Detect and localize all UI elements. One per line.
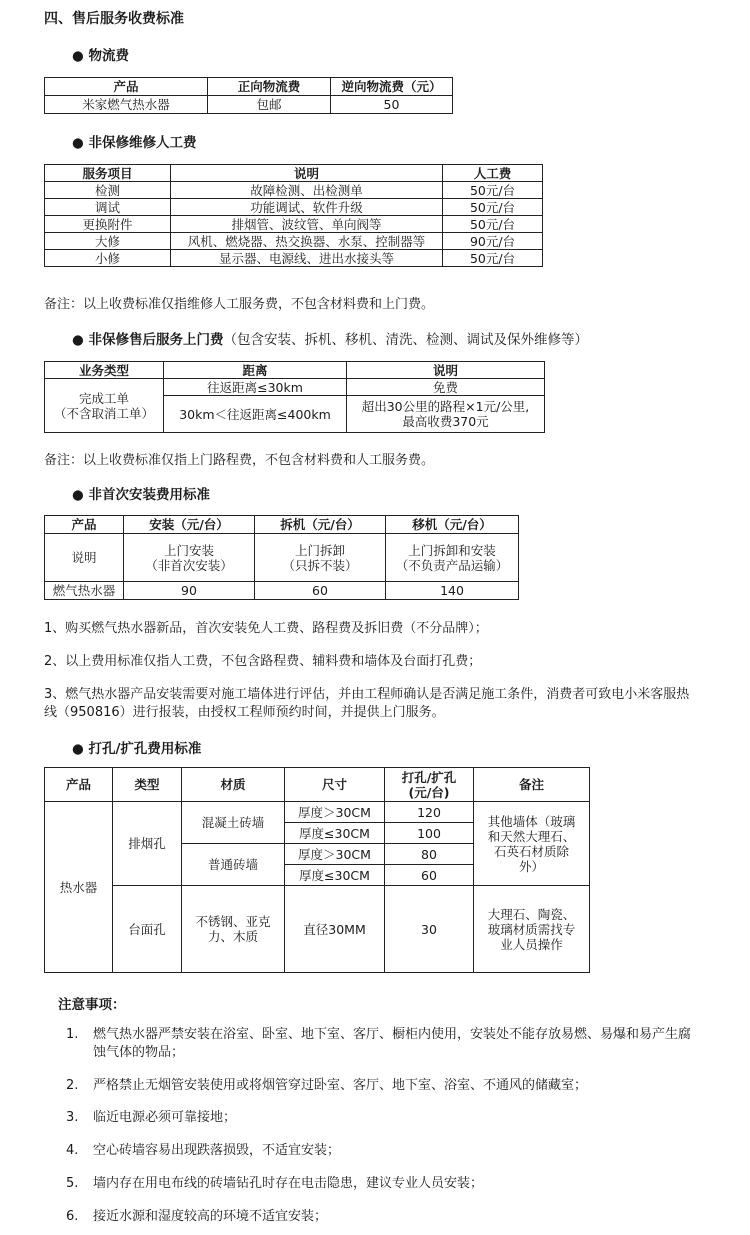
visit-header: 说明 [347,362,545,379]
drill-remark-line: 玻璃材质需找专 [487,921,576,937]
labor-cell: 故障检测、出检测单 [171,182,443,199]
visit-type-cell [45,379,164,433]
drill-size: 厚度＞30CM [285,802,385,823]
section-title: 四、售后服务收费标准 [44,11,184,27]
drill-material: 混凝土砖墙 [182,802,285,844]
install-note: 1、购买燃气热水器新品，首次安装免人工费、路程费及拆旧费（不分品牌）； [44,621,488,636]
drill-type: 台面孔 [113,886,182,973]
attention-item-text: 燃气热水器严禁安装在浴室、卧室、地下室、客厅、橱柜内使用，安装处不能存放易燃、易爆和易产生腐 [93,1027,692,1042]
visit-type-line: 完成工单 [78,390,129,406]
labor-cell: 更换附件 [45,216,171,233]
drill-title: 打孔/扩孔费用标准 [88,741,202,757]
attention-item-text: 严格禁止无烟管安装使用或将烟管穿过卧室、客厅、地下室、浴室、不通风的储藏室； [93,1078,588,1093]
labor-cell: 大修 [45,233,171,250]
drill-material-line: 不锈钢、亚克 [195,914,271,929]
install-desc-line: （不负责产品运输） [395,557,509,573]
attention-item-number: 4. [66,1143,79,1158]
install-header: 移机（元/台） [386,516,519,534]
install-desc-line: （非首次安装） [145,557,233,573]
drill-header-price [385,768,474,802]
drill-remark-line: 石英石材质除 [493,843,569,859]
install-header: 安装（元/台） [124,516,255,534]
drill-remark-line: 和天然大理石、 [487,828,576,844]
visit-heading: ● 非保修售后服务上门费（包含安装、拆机、移机、清洗、检测、调试及保外维修等） [72,332,588,348]
logistics-header: 产品 [45,78,208,96]
attention-item-number: 5. [66,1176,79,1191]
drill-header: 备注 [474,768,590,802]
attention-item-text: 空心砖墙容易出现跌落损毁，不适宜安装； [93,1143,341,1158]
attention-item-text: 临近电源必须可靠接地； [93,1110,237,1125]
attention-item-number: 3. [66,1110,79,1125]
drill-remark-line: 外） [518,858,544,874]
drill-size: 厚度≤30CM [285,865,385,886]
install-desc-cell [386,534,519,582]
labor-table [44,164,543,267]
visit-desc-line: 最高收费370元 [402,414,489,429]
drill-price: 80 [385,844,474,865]
install-desc-line: 上门拆卸和安装 [408,542,496,558]
drill-size: 厚度≤30CM [285,823,385,844]
install-note: 2、以上费用标准仅指人工费，不包含路程费、辅料费和墙体及台面打孔费； [44,654,482,669]
drill-price: 30 [385,886,474,973]
labor-cell: 50元/台 [443,250,543,267]
drill-size: 直径30MM [285,886,385,973]
drill-header: 类型 [113,768,182,802]
labor-cell: 90元/台 [443,233,543,250]
labor-cell: 显示器、电源线、进出水接头等 [171,250,443,267]
drill-material [182,886,285,973]
install-note: 线（950816）进行报装，由授权工程师预约时间，并提供上门服务。 [44,705,445,720]
attention-title: 注意事项： [58,997,126,1013]
visit-desc: 免费 [347,379,545,396]
install-desc-cell [255,534,386,582]
drill-table [44,767,590,973]
drill-header: 材质 [182,768,285,802]
install-price: 60 [255,582,386,600]
attention-item-text: 接近水源和湿度较高的环境不适宜安装； [93,1209,328,1224]
drill-heading: ● 打孔/扩孔费用标准 [72,741,202,757]
drill-product: 热水器 [45,802,113,973]
drill-remark-line: 业人员操作 [500,936,563,952]
drill-price: 100 [385,823,474,844]
install-desc-line: 上门拆卸 [294,542,345,558]
drill-price: 60 [385,865,474,886]
drill-header: 尺寸 [285,768,385,802]
install-heading: ● 非首次安装费用标准 [72,487,210,503]
drill-price: 120 [385,802,474,823]
drill-remark [474,886,590,973]
install-desc-line: 上门安装 [163,542,214,558]
drill-remark [474,802,590,886]
install-desc-cell [124,534,255,582]
labor-cell: 排烟管、波纹管、单向阀等 [171,216,443,233]
install-note: 3、燃气热水器产品安装需要对施工墙体进行评估，并由工程师确认是否满足施工条件，消费者可致电小米客服热 [44,687,690,702]
logistics-cell: 50 [331,96,453,114]
logistics-header: 逆向物流费（元） [331,78,453,96]
install-price: 140 [386,582,519,600]
labor-header: 人工费 [443,165,543,182]
attention-item-number: 2. [66,1078,79,1093]
visit-desc-cell [347,396,545,433]
labor-header: 说明 [171,165,443,182]
visit-header: 业务类型 [45,362,164,379]
logistics-cell: 米家燃气热水器 [45,96,208,114]
labor-title: 非保修维修人工费 [88,135,197,151]
logistics-heading: ● 物流费 [72,48,129,64]
install-header: 拆机（元/台） [255,516,386,534]
labor-cell: 风机、燃烧器、热交换器、水泵、控制器等 [171,233,443,250]
drill-remark-line: 大理石、陶瓷、 [487,906,576,922]
visit-desc-line: 超出30公里的路程×1元/公里, [361,399,530,414]
labor-cell: 50元/台 [443,182,543,199]
install-product: 燃气热水器 [45,582,124,600]
attention-item-text: 蚀气体的物品； [93,1045,185,1060]
drill-header-line: 打孔/扩孔 [401,769,457,785]
labor-header: 服务项目 [45,165,171,182]
labor-cell: 功能调试、软件升级 [171,199,443,216]
visit-table [44,361,545,433]
logistics-title: 物流费 [88,48,129,64]
drill-material: 普通砖墙 [182,844,285,886]
labor-remark: 备注：以上收费标准仅指维修人工服务费，不包含材料费和上门费。 [44,297,435,312]
drill-material-line: 力、木质 [207,929,258,944]
install-desc-label: 说明 [45,534,124,582]
install-desc-line: （只拆不装） [282,557,358,573]
visit-type-line: （不含取消工单） [53,405,154,421]
logistics-table [44,77,453,114]
visit-header: 距离 [164,362,347,379]
visit-distance: 往返距离≤30km [164,379,347,396]
labor-heading: ● 非保修维修人工费 [72,135,197,151]
install-title: 非首次安装费用标准 [88,487,210,503]
visit-title: 非保修售后服务上门费 [88,332,224,348]
drill-type: 排烟孔 [113,802,182,886]
drill-remark-line: 其他墙体（玻璃 [487,813,576,829]
install-header: 产品 [45,516,124,534]
install-table [44,515,519,600]
labor-cell: 检测 [45,182,171,199]
logistics-cell: 包邮 [208,96,331,114]
logistics-header: 正向物流费 [208,78,331,96]
labor-cell: 50元/台 [443,199,543,216]
attention-item-number: 1. [66,1027,79,1042]
drill-size: 厚度＞30CM [285,844,385,865]
visit-title-note: （包含安装、拆机、移机、清洗、检测、调试及保外维修等） [223,332,588,348]
attention-item-text: 墙内存在用电布线的砖墙钻孔时存在电击隐患，建议专业人员安装； [93,1176,484,1191]
labor-cell: 50元/台 [443,216,543,233]
visit-distance: 30km＜往返距离≤400km [164,396,347,433]
drill-header: 产品 [45,768,113,802]
labor-cell: 小修 [45,250,171,267]
visit-remark: 备注：以上收费标准仅指上门路程费，不包含材料费和人工服务费。 [44,453,435,468]
drill-header-line: (元/台) [408,784,450,800]
labor-cell: 调试 [45,199,171,216]
attention-item-number: 6. [66,1209,79,1224]
install-price: 90 [124,582,255,600]
